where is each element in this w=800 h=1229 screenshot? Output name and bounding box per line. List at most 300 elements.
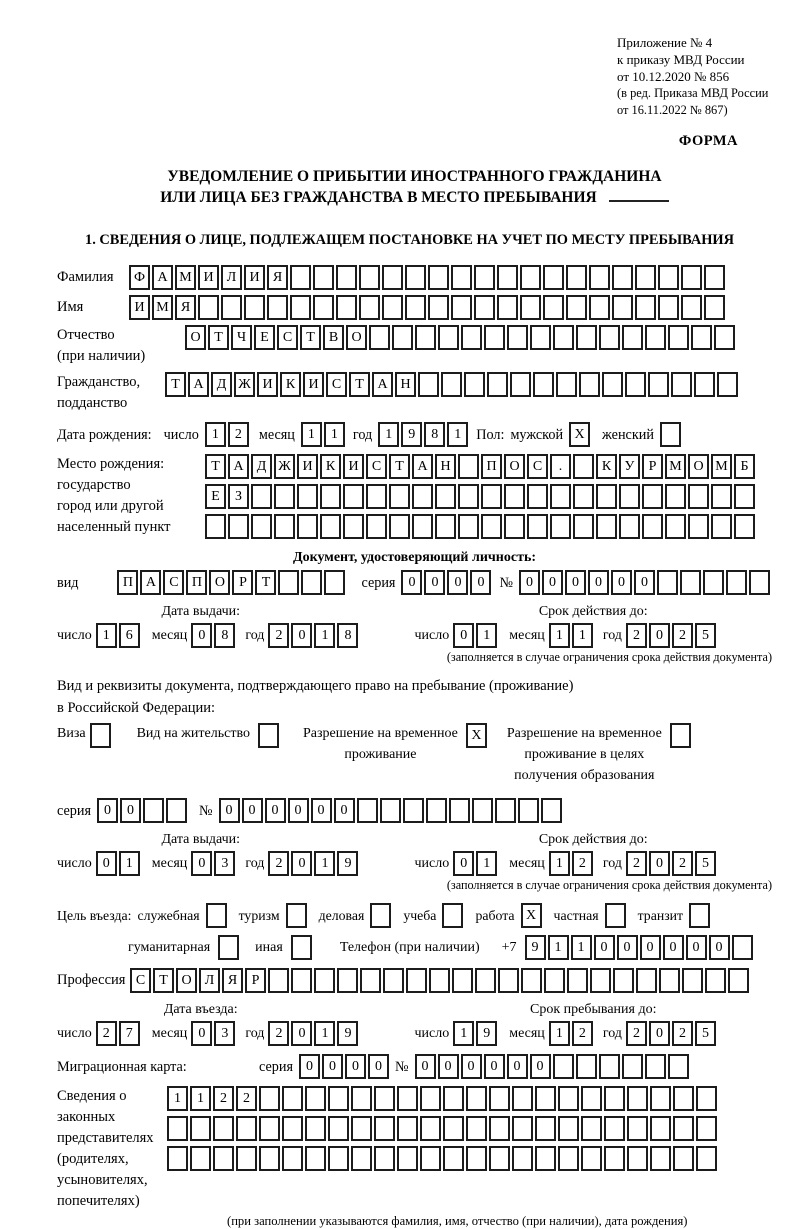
char-cell[interactable]: 2 — [626, 851, 647, 876]
char-cell[interactable] — [405, 265, 426, 290]
char-cell[interactable]: 2 — [626, 623, 647, 648]
char-cell[interactable]: Б — [734, 454, 755, 479]
char-cell[interactable]: 0 — [588, 570, 609, 595]
char-cell[interactable] — [443, 1146, 464, 1171]
char-cell[interactable] — [627, 1146, 648, 1171]
char-cell[interactable]: X — [569, 422, 590, 447]
char-cell[interactable] — [681, 265, 702, 290]
char-cell[interactable]: 0 — [507, 1054, 528, 1079]
char-cell[interactable]: 5 — [695, 623, 716, 648]
char-cell[interactable]: 1 — [167, 1086, 188, 1111]
char-cell[interactable] — [696, 1116, 717, 1141]
char-cell[interactable]: 0 — [565, 570, 586, 595]
char-cell[interactable] — [635, 295, 656, 320]
char-cell[interactable] — [415, 325, 436, 350]
char-cell[interactable] — [602, 372, 623, 397]
char-cell[interactable]: А — [372, 372, 393, 397]
char-cell[interactable] — [380, 798, 401, 823]
char-cell[interactable]: 0 — [368, 1054, 389, 1079]
char-cell[interactable] — [520, 295, 541, 320]
char-cell[interactable]: 1 — [549, 851, 570, 876]
char-cell[interactable]: 2 — [268, 851, 289, 876]
char-cell[interactable]: О — [346, 325, 367, 350]
char-cell[interactable]: О — [176, 968, 197, 993]
char-cell[interactable] — [206, 903, 227, 928]
char-cell[interactable]: 0 — [219, 798, 240, 823]
char-cell[interactable]: 1 — [96, 623, 117, 648]
char-cell[interactable]: 0 — [453, 851, 474, 876]
char-cell[interactable]: Т — [153, 968, 174, 993]
char-cell[interactable]: Е — [205, 484, 226, 509]
char-cell[interactable] — [705, 968, 726, 993]
char-cell[interactable]: П — [186, 570, 207, 595]
char-cell[interactable] — [452, 968, 473, 993]
char-cell[interactable] — [166, 798, 187, 823]
char-cell[interactable]: 0 — [288, 798, 309, 823]
char-cell[interactable] — [627, 1116, 648, 1141]
char-cell[interactable] — [351, 1146, 372, 1171]
char-cell[interactable] — [627, 1086, 648, 1111]
char-cell[interactable] — [443, 1116, 464, 1141]
char-cell[interactable] — [645, 325, 666, 350]
char-cell[interactable] — [420, 1116, 441, 1141]
char-cell[interactable]: 0 — [649, 851, 670, 876]
char-cell[interactable]: М — [175, 265, 196, 290]
char-cell[interactable]: 6 — [119, 623, 140, 648]
char-cell[interactable]: 0 — [649, 1021, 670, 1046]
char-cell[interactable] — [397, 1086, 418, 1111]
char-cell[interactable] — [389, 484, 410, 509]
char-cell[interactable] — [366, 484, 387, 509]
char-cell[interactable] — [688, 484, 709, 509]
char-cell[interactable] — [464, 372, 485, 397]
char-cell[interactable]: И — [297, 454, 318, 479]
char-cell[interactable]: 1 — [119, 851, 140, 876]
char-cell[interactable] — [657, 570, 678, 595]
char-cell[interactable]: М — [152, 295, 173, 320]
char-cell[interactable] — [541, 798, 562, 823]
char-cell[interactable] — [590, 968, 611, 993]
char-cell[interactable] — [435, 514, 456, 539]
char-cell[interactable]: О — [185, 325, 206, 350]
char-cell[interactable]: 0 — [438, 1054, 459, 1079]
char-cell[interactable] — [143, 798, 164, 823]
char-cell[interactable] — [510, 372, 531, 397]
char-cell[interactable] — [734, 514, 755, 539]
char-cell[interactable] — [90, 723, 111, 748]
char-cell[interactable]: 0 — [96, 851, 117, 876]
char-cell[interactable] — [382, 265, 403, 290]
char-cell[interactable]: С — [277, 325, 298, 350]
char-cell[interactable]: 0 — [447, 570, 468, 595]
char-cell[interactable] — [691, 325, 712, 350]
char-cell[interactable]: 0 — [461, 1054, 482, 1079]
char-cell[interactable] — [604, 1146, 625, 1171]
char-cell[interactable] — [236, 1146, 257, 1171]
char-cell[interactable] — [205, 514, 226, 539]
char-cell[interactable]: 1 — [453, 1021, 474, 1046]
char-cell[interactable] — [497, 295, 518, 320]
char-cell[interactable] — [553, 1054, 574, 1079]
char-cell[interactable]: 7 — [119, 1021, 140, 1046]
char-cell[interactable] — [259, 1086, 280, 1111]
char-cell[interactable] — [658, 295, 679, 320]
char-cell[interactable] — [328, 1146, 349, 1171]
char-cell[interactable]: 0 — [345, 1054, 366, 1079]
char-cell[interactable] — [441, 372, 462, 397]
char-cell[interactable] — [360, 968, 381, 993]
char-cell[interactable] — [383, 968, 404, 993]
char-cell[interactable] — [412, 484, 433, 509]
char-cell[interactable] — [726, 570, 747, 595]
char-cell[interactable] — [428, 265, 449, 290]
char-cell[interactable]: О — [688, 454, 709, 479]
char-cell[interactable] — [573, 514, 594, 539]
char-cell[interactable] — [673, 1086, 694, 1111]
char-cell[interactable] — [451, 265, 472, 290]
char-cell[interactable] — [612, 265, 633, 290]
char-cell[interactable]: Л — [221, 265, 242, 290]
char-cell[interactable]: Ч — [231, 325, 252, 350]
char-cell[interactable] — [668, 325, 689, 350]
char-cell[interactable] — [635, 265, 656, 290]
char-cell[interactable] — [442, 903, 463, 928]
char-cell[interactable]: 0 — [120, 798, 141, 823]
char-cell[interactable] — [579, 372, 600, 397]
char-cell[interactable]: 1 — [549, 623, 570, 648]
char-cell[interactable] — [403, 798, 424, 823]
char-cell[interactable] — [573, 484, 594, 509]
char-cell[interactable] — [282, 1146, 303, 1171]
char-cell[interactable] — [274, 484, 295, 509]
char-cell[interactable] — [535, 1086, 556, 1111]
char-cell[interactable] — [504, 484, 525, 509]
char-cell[interactable]: 0 — [470, 570, 491, 595]
char-cell[interactable]: Т — [389, 454, 410, 479]
char-cell[interactable] — [728, 968, 749, 993]
char-cell[interactable] — [589, 295, 610, 320]
char-cell[interactable]: А — [152, 265, 173, 290]
char-cell[interactable] — [474, 265, 495, 290]
char-cell[interactable] — [550, 514, 571, 539]
char-cell[interactable]: А — [140, 570, 161, 595]
char-cell[interactable] — [374, 1146, 395, 1171]
char-cell[interactable] — [581, 1146, 602, 1171]
char-cell[interactable]: И — [257, 372, 278, 397]
char-cell[interactable] — [612, 295, 633, 320]
char-cell[interactable]: С — [130, 968, 151, 993]
char-cell[interactable] — [244, 295, 265, 320]
char-cell[interactable] — [495, 798, 516, 823]
char-cell[interactable] — [512, 1116, 533, 1141]
char-cell[interactable] — [236, 1116, 257, 1141]
char-cell[interactable]: 9 — [337, 851, 358, 876]
char-cell[interactable]: 2 — [672, 851, 693, 876]
char-cell[interactable]: 0 — [401, 570, 422, 595]
char-cell[interactable] — [251, 484, 272, 509]
char-cell[interactable] — [711, 514, 732, 539]
char-cell[interactable]: 2 — [572, 851, 593, 876]
char-cell[interactable] — [642, 514, 663, 539]
char-cell[interactable]: Т — [349, 372, 370, 397]
char-cell[interactable] — [374, 1116, 395, 1141]
char-cell[interactable]: 1 — [476, 851, 497, 876]
char-cell[interactable] — [665, 514, 686, 539]
char-cell[interactable] — [274, 514, 295, 539]
char-cell[interactable] — [520, 265, 541, 290]
char-cell[interactable] — [689, 903, 710, 928]
char-cell[interactable]: 0 — [291, 851, 312, 876]
char-cell[interactable]: 0 — [530, 1054, 551, 1079]
char-cell[interactable] — [314, 968, 335, 993]
char-cell[interactable] — [228, 514, 249, 539]
char-cell[interactable] — [636, 968, 657, 993]
char-cell[interactable]: 9 — [476, 1021, 497, 1046]
char-cell[interactable]: 0 — [424, 570, 445, 595]
char-cell[interactable] — [566, 265, 587, 290]
char-cell[interactable] — [576, 325, 597, 350]
char-cell[interactable]: . — [550, 454, 571, 479]
char-cell[interactable]: 9 — [401, 422, 422, 447]
char-cell[interactable]: Т — [165, 372, 186, 397]
char-cell[interactable]: 8 — [337, 623, 358, 648]
char-cell[interactable] — [258, 723, 279, 748]
char-cell[interactable] — [673, 1146, 694, 1171]
char-cell[interactable] — [749, 570, 770, 595]
char-cell[interactable] — [696, 1086, 717, 1111]
char-cell[interactable]: Т — [205, 454, 226, 479]
char-cell[interactable] — [694, 372, 715, 397]
char-cell[interactable] — [474, 295, 495, 320]
char-cell[interactable] — [213, 1146, 234, 1171]
char-cell[interactable] — [351, 1116, 372, 1141]
char-cell[interactable] — [267, 295, 288, 320]
char-cell[interactable] — [732, 935, 753, 960]
char-cell[interactable] — [458, 454, 479, 479]
char-cell[interactable] — [290, 295, 311, 320]
char-cell[interactable] — [451, 295, 472, 320]
char-cell[interactable] — [213, 1116, 234, 1141]
char-cell[interactable] — [370, 903, 391, 928]
char-cell[interactable] — [418, 372, 439, 397]
char-cell[interactable]: А — [228, 454, 249, 479]
char-cell[interactable] — [489, 1086, 510, 1111]
char-cell[interactable] — [412, 514, 433, 539]
char-cell[interactable] — [605, 903, 626, 928]
char-cell[interactable]: 1 — [205, 422, 226, 447]
char-cell[interactable] — [673, 1116, 694, 1141]
char-cell[interactable]: 0 — [649, 623, 670, 648]
char-cell[interactable] — [481, 514, 502, 539]
char-cell[interactable]: А — [188, 372, 209, 397]
char-cell[interactable]: X — [466, 723, 487, 748]
char-cell[interactable] — [668, 1054, 689, 1079]
char-cell[interactable] — [397, 1116, 418, 1141]
char-cell[interactable] — [198, 295, 219, 320]
char-cell[interactable]: 1 — [378, 422, 399, 447]
char-cell[interactable] — [458, 514, 479, 539]
char-cell[interactable]: 1 — [314, 1021, 335, 1046]
char-cell[interactable] — [704, 265, 725, 290]
char-cell[interactable] — [543, 265, 564, 290]
char-cell[interactable] — [291, 968, 312, 993]
char-cell[interactable]: И — [303, 372, 324, 397]
char-cell[interactable]: 2 — [213, 1086, 234, 1111]
char-cell[interactable] — [259, 1146, 280, 1171]
char-cell[interactable] — [328, 1116, 349, 1141]
char-cell[interactable] — [599, 325, 620, 350]
char-cell[interactable] — [336, 265, 357, 290]
char-cell[interactable] — [558, 1086, 579, 1111]
char-cell[interactable] — [696, 1146, 717, 1171]
char-cell[interactable] — [680, 570, 701, 595]
char-cell[interactable]: 2 — [96, 1021, 117, 1046]
char-cell[interactable] — [567, 968, 588, 993]
char-cell[interactable] — [389, 514, 410, 539]
char-cell[interactable]: О — [504, 454, 525, 479]
char-cell[interactable]: 3 — [214, 1021, 235, 1046]
char-cell[interactable]: С — [527, 454, 548, 479]
char-cell[interactable]: Я — [222, 968, 243, 993]
char-cell[interactable] — [619, 484, 640, 509]
char-cell[interactable] — [581, 1116, 602, 1141]
char-cell[interactable] — [251, 514, 272, 539]
char-cell[interactable] — [596, 514, 617, 539]
char-cell[interactable]: 2 — [672, 1021, 693, 1046]
char-cell[interactable] — [550, 484, 571, 509]
char-cell[interactable]: 0 — [299, 1054, 320, 1079]
char-cell[interactable] — [305, 1116, 326, 1141]
char-cell[interactable]: 1 — [549, 1021, 570, 1046]
char-cell[interactable] — [449, 798, 470, 823]
char-cell[interactable]: 1 — [572, 623, 593, 648]
char-cell[interactable] — [489, 1146, 510, 1171]
char-cell[interactable] — [650, 1146, 671, 1171]
char-cell[interactable] — [305, 1146, 326, 1171]
char-cell[interactable] — [703, 570, 724, 595]
char-cell[interactable] — [566, 295, 587, 320]
char-cell[interactable]: В — [323, 325, 344, 350]
char-cell[interactable] — [435, 484, 456, 509]
char-cell[interactable]: 0 — [97, 798, 118, 823]
char-cell[interactable] — [466, 1116, 487, 1141]
char-cell[interactable]: Л — [199, 968, 220, 993]
char-cell[interactable] — [714, 325, 735, 350]
char-cell[interactable]: А — [412, 454, 433, 479]
char-cell[interactable]: 5 — [695, 851, 716, 876]
char-cell[interactable] — [278, 570, 299, 595]
char-cell[interactable] — [472, 798, 493, 823]
char-cell[interactable] — [625, 372, 646, 397]
char-cell[interactable] — [589, 265, 610, 290]
char-cell[interactable]: Т — [208, 325, 229, 350]
char-cell[interactable] — [359, 295, 380, 320]
char-cell[interactable] — [599, 1054, 620, 1079]
char-cell[interactable] — [544, 968, 565, 993]
char-cell[interactable]: 2 — [268, 623, 289, 648]
char-cell[interactable] — [343, 514, 364, 539]
char-cell[interactable]: Я — [267, 265, 288, 290]
char-cell[interactable] — [613, 968, 634, 993]
char-cell[interactable]: С — [366, 454, 387, 479]
char-cell[interactable]: 5 — [695, 1021, 716, 1046]
char-cell[interactable] — [301, 570, 322, 595]
char-cell[interactable] — [343, 484, 364, 509]
char-cell[interactable]: 9 — [525, 935, 546, 960]
char-cell[interactable] — [711, 484, 732, 509]
char-cell[interactable] — [426, 798, 447, 823]
char-cell[interactable] — [406, 968, 427, 993]
char-cell[interactable]: 1 — [301, 422, 322, 447]
char-cell[interactable] — [576, 1054, 597, 1079]
char-cell[interactable]: 0 — [453, 623, 474, 648]
char-cell[interactable] — [420, 1146, 441, 1171]
char-cell[interactable]: 1 — [571, 935, 592, 960]
char-cell[interactable]: М — [665, 454, 686, 479]
char-cell[interactable]: Ж — [234, 372, 255, 397]
char-cell[interactable] — [527, 484, 548, 509]
char-cell[interactable]: П — [481, 454, 502, 479]
char-cell[interactable] — [658, 265, 679, 290]
char-cell[interactable]: 1 — [324, 422, 345, 447]
char-cell[interactable] — [543, 295, 564, 320]
char-cell[interactable]: 0 — [311, 798, 332, 823]
char-cell[interactable] — [622, 1054, 643, 1079]
char-cell[interactable] — [268, 968, 289, 993]
char-cell[interactable] — [535, 1116, 556, 1141]
char-cell[interactable]: 0 — [484, 1054, 505, 1079]
char-cell[interactable] — [259, 1116, 280, 1141]
char-cell[interactable]: Ф — [129, 265, 150, 290]
char-cell[interactable] — [556, 372, 577, 397]
char-cell[interactable] — [681, 295, 702, 320]
char-cell[interactable]: Я — [175, 295, 196, 320]
char-cell[interactable]: С — [163, 570, 184, 595]
char-cell[interactable] — [374, 1086, 395, 1111]
char-cell[interactable] — [507, 325, 528, 350]
char-cell[interactable]: К — [280, 372, 301, 397]
char-cell[interactable]: С — [326, 372, 347, 397]
char-cell[interactable] — [596, 484, 617, 509]
char-cell[interactable]: 0 — [617, 935, 638, 960]
char-cell[interactable] — [512, 1086, 533, 1111]
char-cell[interactable] — [167, 1146, 188, 1171]
char-cell[interactable]: О — [209, 570, 230, 595]
char-cell[interactable] — [324, 570, 345, 595]
char-cell[interactable] — [297, 484, 318, 509]
char-cell[interactable] — [405, 295, 426, 320]
char-cell[interactable] — [443, 1086, 464, 1111]
char-cell[interactable]: 0 — [191, 1021, 212, 1046]
char-cell[interactable]: 1 — [548, 935, 569, 960]
char-cell[interactable] — [190, 1116, 211, 1141]
char-cell[interactable] — [573, 454, 594, 479]
char-cell[interactable]: 1 — [447, 422, 468, 447]
char-cell[interactable]: 0 — [191, 851, 212, 876]
char-cell[interactable] — [313, 265, 334, 290]
char-cell[interactable] — [521, 968, 542, 993]
char-cell[interactable]: 8 — [214, 623, 235, 648]
char-cell[interactable] — [320, 514, 341, 539]
char-cell[interactable] — [369, 325, 390, 350]
char-cell[interactable]: 9 — [337, 1021, 358, 1046]
char-cell[interactable]: 1 — [476, 623, 497, 648]
char-cell[interactable] — [351, 1086, 372, 1111]
char-cell[interactable] — [660, 422, 681, 447]
char-cell[interactable] — [359, 265, 380, 290]
char-cell[interactable]: Д — [251, 454, 272, 479]
char-cell[interactable]: 0 — [634, 570, 655, 595]
